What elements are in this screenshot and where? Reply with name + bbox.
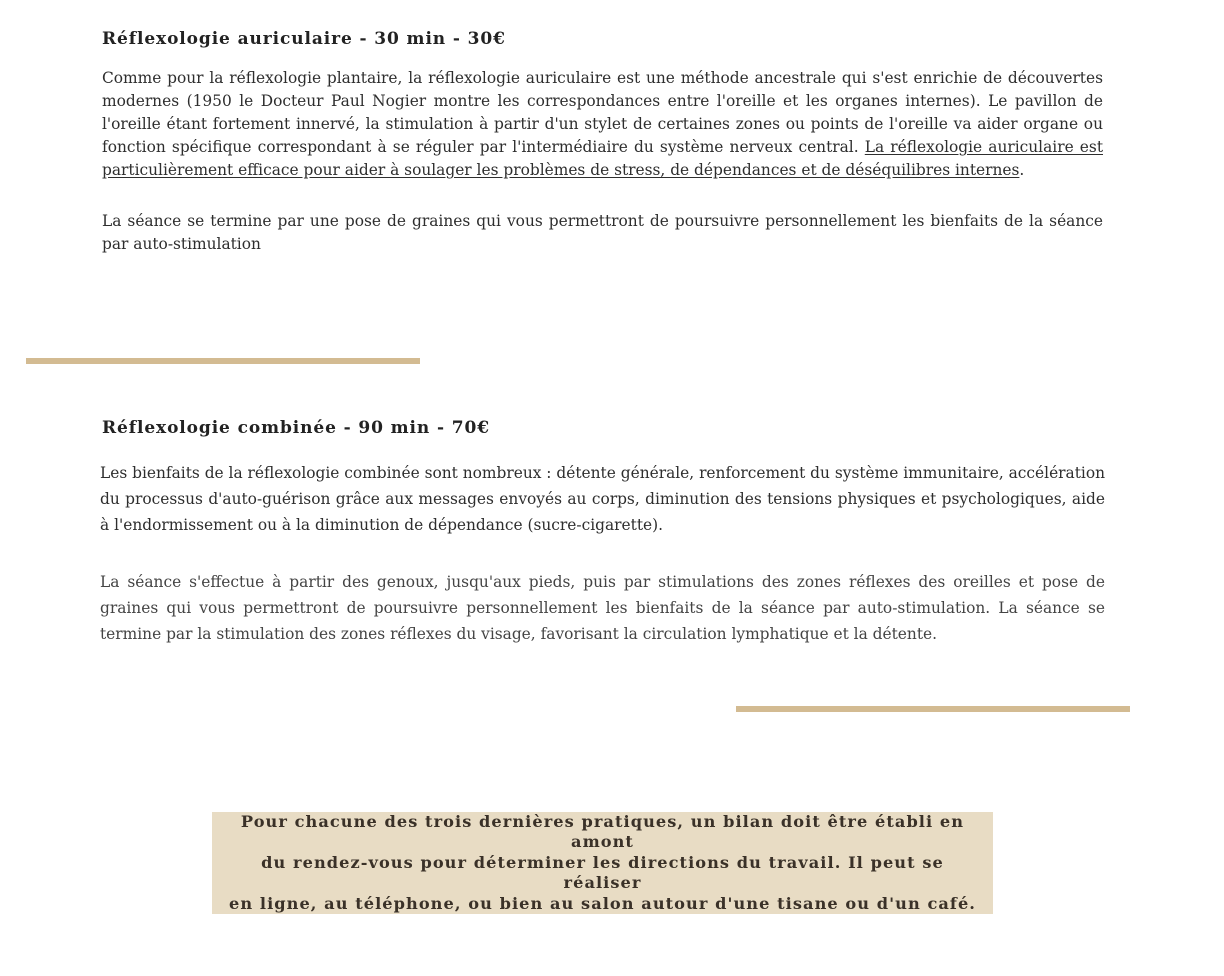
note-line-1: Pour chacune des trois dernières pratiques, un bilan doit être établi en amont [240,811,965,852]
section-title-combinee: Réflexologie combinée - 90 min - 70€ [102,418,490,438]
assessment-note-box [212,812,993,914]
auriculaire-highlight-text: La réflexologie auriculaire est particulièrement efficace pour aider à soulager les problèmes de stress, de dépendances et de déséquilibres internes [102,138,1103,179]
note-line-2: du rendez-vous pour déterminer les directions du travail. Il peut se réaliser [261,852,944,893]
section-divider-right [736,706,1130,712]
auriculaire-description [102,67,1103,182]
section-divider-left [26,358,420,364]
auriculaire-session-text: La séance se termine par une pose de graines qui vous permettront de poursuivre personnellement les bienfaits de la séance par auto-stimulation [102,212,1103,253]
auriculaire-description-text: Comme pour la réflexologie plantaire, la réflexologie auriculaire est une méthode ancestrale qui s'est enrichie de découvertes modernes (1950 le Docteur Paul Nogier montre les correspondances entre l'oreille et les organes internes). Le pavillon de l'oreille étant fortement innervé, la stimulation à partir d'un stylet de certaines zones ou points de l'oreille va aider organe ou fonction spécifique correspondant à se réguler par l'intermédiaire du système nerveux central. [102,69,1103,156]
auriculaire-description-end: . [1019,161,1025,179]
combinee-benefits-text: Les bienfaits de la réflexologie combinée sont nombreux : détente générale, renforcement du système immunitaire, accélération du processus d'auto-guérison grâce aux messages envoyés au corps, diminution des tensions physiques et psychologiques, aide à l'endormissement ou à la diminution de dépendance (sucre-cigarette). [100,464,1105,534]
note-line-3: en ligne, au téléphone, ou bien au salon autour d'une tisane ou d'un café. [229,893,976,913]
section-title-auriculaire: Réflexologie auriculaire - 30 min - 30€ [102,29,506,49]
assessment-note-text [220,812,985,915]
combinee-session-text: La séance s'effectue à partir des genoux, jusqu'aux pieds, puis par stimulations des zones réflexes des oreilles et pose de graines qui vous permettront de poursuivre personnellement les bienfaits de la séance par auto-stimulation. La séance se termine par la stimulation des zones réflexes du visage, favorisant la circulation lymphatique et la détente. [100,573,1105,643]
